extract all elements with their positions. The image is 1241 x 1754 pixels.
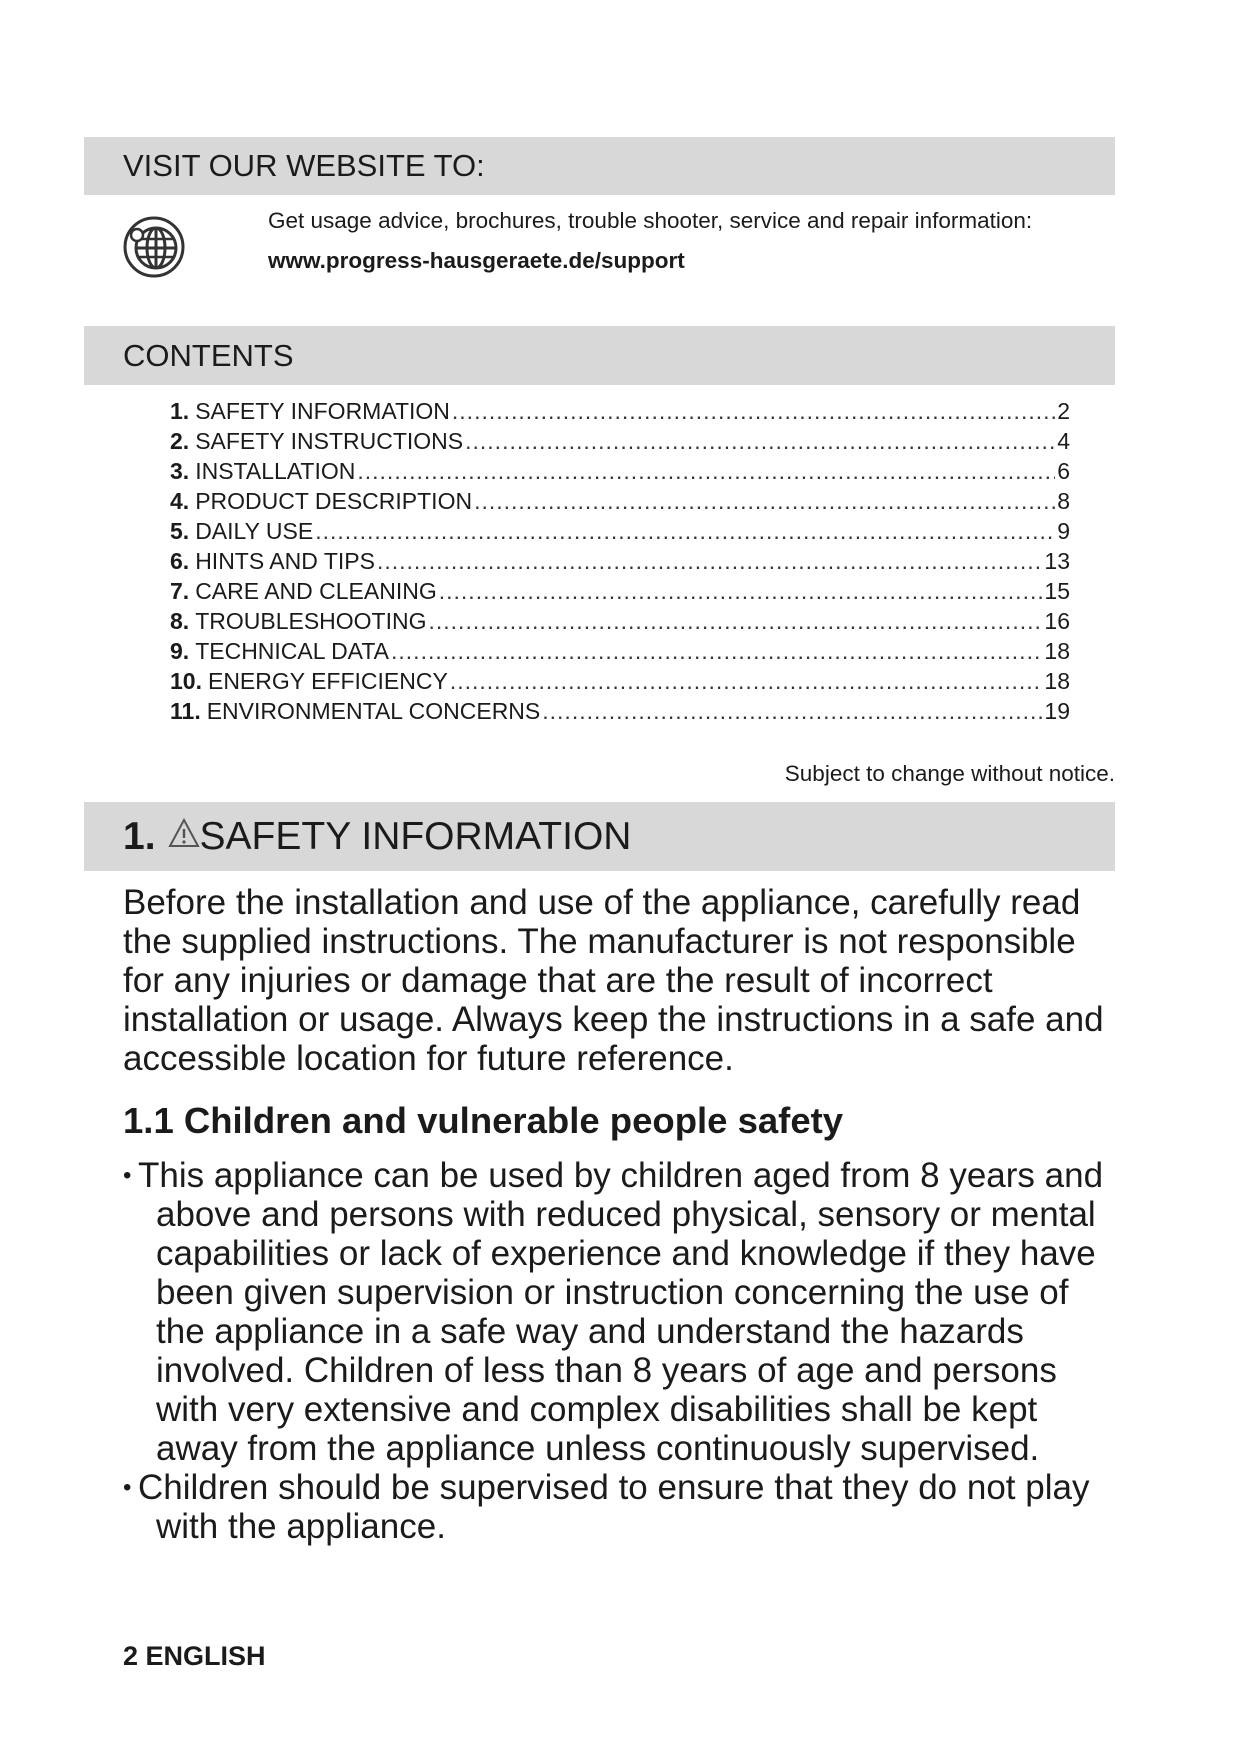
section-number: 1.	[123, 814, 156, 858]
toc-item[interactable]: 9. TECHNICAL DATA ..... 18	[170, 638, 1070, 668]
toc-item[interactable]: 1. SAFETY INFORMATION ..... 2	[170, 398, 1070, 428]
website-url[interactable]: www.progress-hausgeraete.de/support	[268, 248, 685, 273]
website-heading: VISIT OUR WEBSITE TO:	[123, 148, 485, 183]
contents-section-header	[84, 326, 1115, 385]
children-safety-heading: 1.1 Children and vulnerable people safety	[123, 1100, 844, 1141]
globe-icon	[122, 215, 186, 279]
toc-item[interactable]: 11. ENVIRONMENTAL CONCERNS ..... 19	[170, 698, 1070, 728]
children-safety-list	[123, 1156, 1123, 1546]
toc-item[interactable]: 7. CARE AND CLEANING ..... 15	[170, 578, 1070, 608]
warning-icon	[168, 818, 200, 848]
list-item: • This appliance can be used by children aged from 8 years and above and persons with reduced physical, sensory or mental capabilities or lack of experience and knowledge if they have been given supervision or instruction concerning the use of the appliance in a safe way and understand the hazards involved. Children of less than 8 years of age and persons with very extensive and complex disabilities shall be kept away from the appliance unless continuously supervised.	[123, 1156, 1104, 1468]
toc-item[interactable]: 6. HINTS AND TIPS ..... 13	[170, 548, 1070, 578]
page-footer: 2 ENGLISH	[123, 1641, 266, 1671]
toc-item[interactable]: 10. ENERGY EFFICIENCY ..... 18	[170, 668, 1070, 698]
table-of-contents	[170, 398, 1070, 728]
change-notice: Subject to change without notice.	[784, 761, 1115, 786]
toc-item[interactable]: 8. TROUBLESHOOTING ..... 16	[170, 608, 1070, 638]
toc-item[interactable]: 5. DAILY USE ..... 9	[170, 518, 1070, 548]
safety-heading: SAFETY INFORMATION	[199, 814, 632, 858]
list-item: • Children should be supervised to ensure that they do not play with the appliance.	[123, 1468, 1090, 1546]
website-description: Get usage advice, brochures, trouble shooter, service and repair information:	[268, 208, 1033, 233]
safety-section-header	[84, 802, 1115, 871]
contents-heading: CONTENTS	[123, 337, 294, 373]
toc-item[interactable]: 4. PRODUCT DESCRIPTION ..... 8	[170, 488, 1070, 518]
toc-item[interactable]: 2. SAFETY INSTRUCTIONS ..... 4	[170, 428, 1070, 458]
safety-intro-paragraph: Before the installation and use of the appliance, carefully read the supplied instructions. The manufacturer is not responsible for any injuries or damage that are the result of incorrect installation or usage. Always keep the instructions in a safe and accessible location for future reference.	[123, 883, 1104, 1078]
toc-item[interactable]: 3. INSTALLATION ..... 6	[170, 458, 1070, 488]
website-section-header	[84, 137, 1115, 195]
